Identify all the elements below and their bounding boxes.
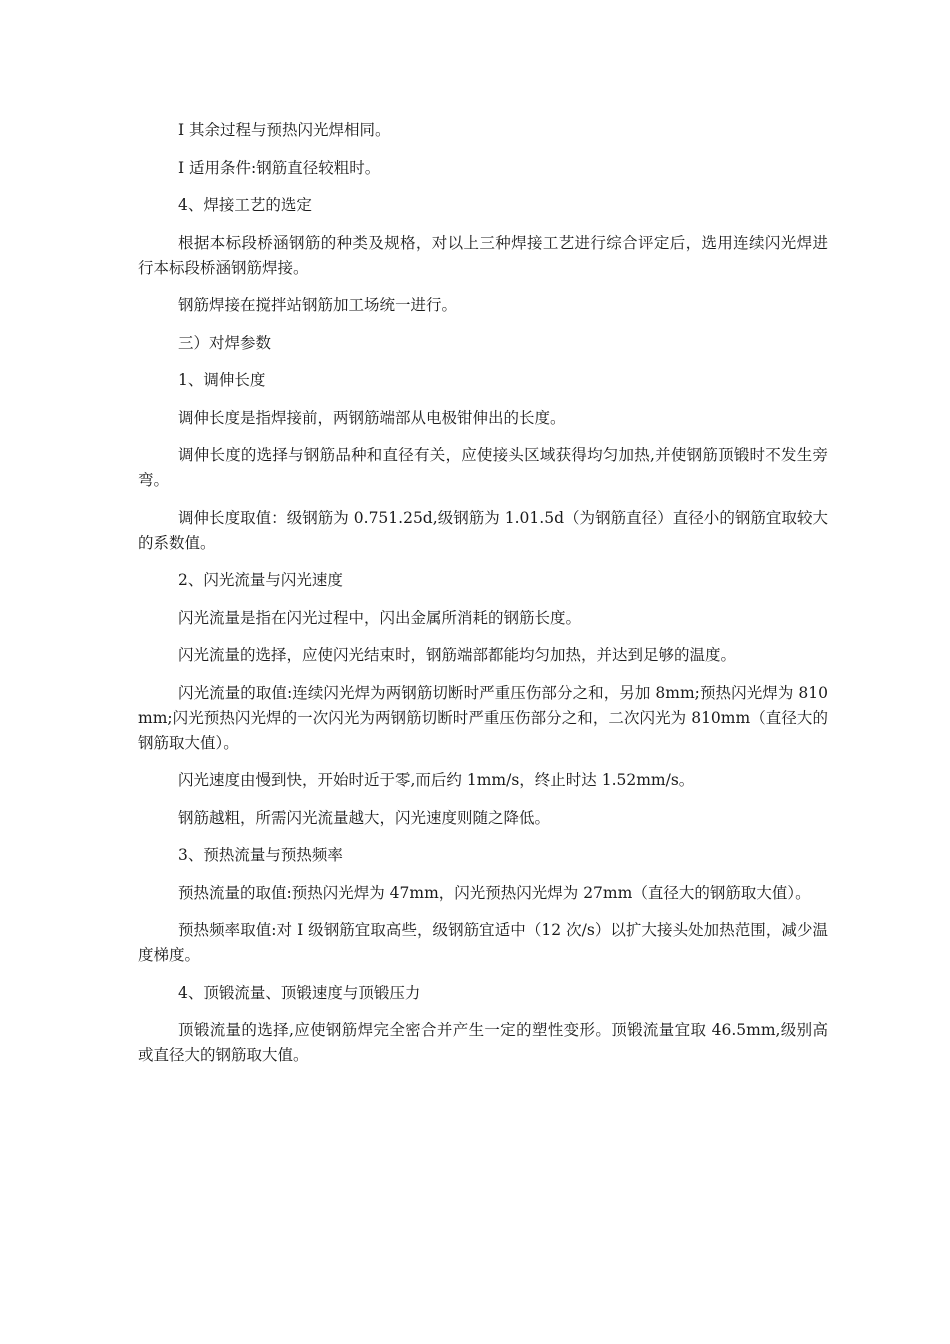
subsection-heading: 1、调伸长度 [178, 371, 266, 389]
paragraph: 闪光速度由慢到快，开始时近于零,而后约 1mm/s，终止时达 1.52mm/s。 [178, 771, 695, 789]
paragraph: 预热频率取值:对 I 级钢筋宜取高些，级钢筋宜适中（12 次/s）以扩大接头处加热范围，减少温度梯度。 [138, 921, 828, 964]
paragraph: 调伸长度的选择与钢筋品种和直径有关，应使接头区域获得均匀加热,并使钢筋顶锻时不发生旁弯。 [138, 446, 828, 489]
section-heading: 4、焊接工艺的选定 [178, 196, 312, 214]
document-body [138, 118, 828, 1081]
paragraph: 闪光流量的取值:连续闪光焊为两钢筋切断时严重压伤部分之和，另加 8mm;预热闪光焊为 810mm;闪光预热闪光焊的一次闪光为两钢筋切断时严重压伤部分之和，二次闪光为 810mm（直径大的钢筋取大值）。 [138, 683, 828, 752]
paragraph: 调伸长度取值：级钢筋为 0.751.25d,级钢筋为 1.01.5d（为钢筋直径）直径小的钢筋宜取较大的系数值。 [138, 508, 828, 552]
paragraph: 顶锻流量的选择,应使钢筋焊完全密合并产生一定的塑性变形。顶锻流量宜取 46.5mm,级别高或直径大的钢筋取大值。 [138, 1021, 828, 1064]
paragraph: 预热流量的取值:预热闪光焊为 47mm，闪光预热闪光焊为 27mm（直径大的钢筋取大值）。 [178, 883, 811, 902]
paragraph: I 其余过程与预热闪光焊相同。 [178, 121, 391, 139]
subsection-heading: 4、顶锻流量、顶锻速度与顶锻压力 [178, 983, 421, 1002]
paragraph: 钢筋越粗，所需闪光流量越大，闪光速度则随之降低。 [178, 808, 551, 827]
paragraph: 闪光流量的选择，应使闪光结束时，钢筋端部都能均匀加热，并达到足够的温度。 [178, 646, 737, 664]
paragraph: 调伸长度是指焊接前，两钢筋端部从电极钳伸出的长度。 [178, 408, 566, 427]
section-heading: 三）对焊参数 [178, 333, 272, 352]
paragraph: I 适用条件:钢筋直径较粗时。 [178, 158, 381, 177]
paragraph: 钢筋焊接在搅拌站钢筋加工场统一进行。 [178, 296, 458, 314]
paragraph: 闪光流量是指在闪光过程中，闪出金属所消耗的钢筋长度。 [178, 608, 582, 627]
paragraph: 根据本标段桥涵钢筋的种类及规格，对以上三种焊接工艺进行综合评定后，选用连续闪光焊进行本标段桥涵钢筋焊接。 [138, 233, 828, 277]
subsection-heading: 3、预热流量与预热频率 [178, 846, 343, 864]
subsection-heading: 2、闪光流量与闪光速度 [178, 571, 343, 589]
